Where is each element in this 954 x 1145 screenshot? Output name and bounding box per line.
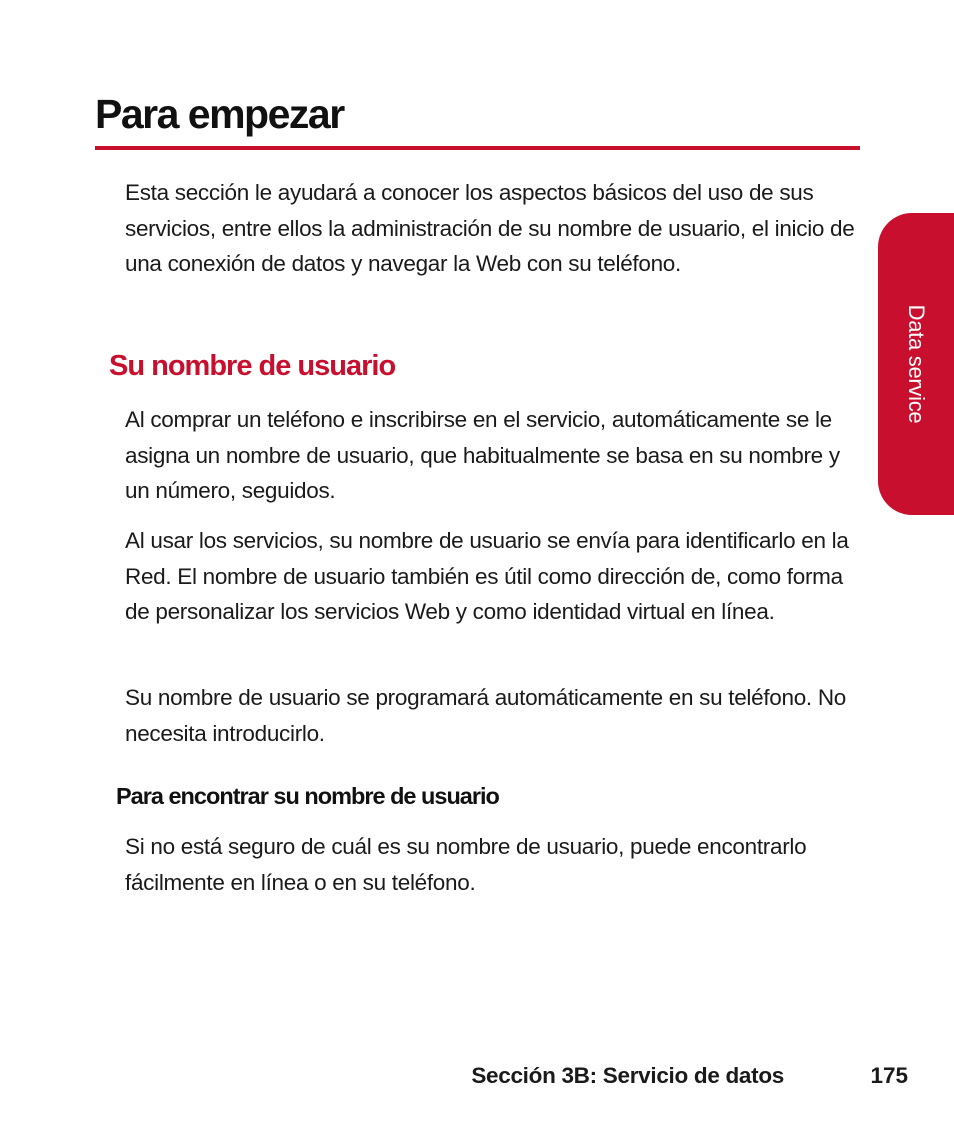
section-paragraph-1: Al comprar un teléfono e inscribirse en el servicio, automáticamente se le asigna un nombre de usuario, que habitualmente se basa en su nombre y un número, seguidos. <box>125 407 840 503</box>
section-paragraph-3: Su nombre de usuario se programará automáticamente en su teléfono. No necesita introducirlo. <box>125 685 846 746</box>
page-number: 175 <box>870 1063 908 1088</box>
subsection-heading: Para encontrar su nombre de usuario <box>116 783 499 809</box>
subsection-paragraph: Si no está seguro de cuál es su nombre de usuario, puede encontrarlo fácilmente en línea o en su teléfono. <box>125 834 807 895</box>
chapter-side-tab <box>878 213 954 515</box>
section-paragraph-2: Al usar los servicios, su nombre de usuario se envía para identificarlo en la Red. El nombre de usuario también es útil como dirección de, como forma de personalizar los servicios Web y como identidad virtual en línea. <box>125 528 849 624</box>
title-divider <box>95 146 860 150</box>
intro-paragraph: Esta sección le ayudará a conocer los aspectos básicos del uso de sus servicios, entre ellos la administración de su nombre de usuario, el inicio de una conexión de datos y navegar la Web con su teléfono. <box>125 180 855 276</box>
page-title: Para empezar <box>95 91 344 137</box>
section-heading: Su nombre de usuario <box>109 350 396 382</box>
footer-section-label: Sección 3B: Servicio de datos <box>471 1063 784 1088</box>
side-tab-label: Data service <box>904 304 929 424</box>
